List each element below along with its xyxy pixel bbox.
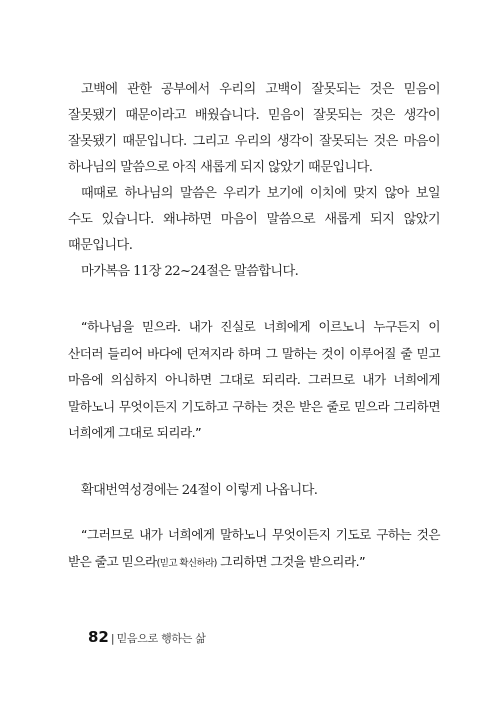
scripture-quote-mark [68,314,440,447]
scripture-quote-amplified [68,522,440,577]
footer-separator: | [110,632,115,645]
body-text-middle [68,478,440,504]
running-book-title: 믿음으로 행하는 삶 [116,632,206,645]
quote-mark-11-22-24: “하나님을 믿으라. 내가 진실로 너희에게 이르노니 누구든지 이 산더러 들리어 바다에 던져지라 하며 그 말하는 것이 이루어질 줄 믿고 마음에 의심하지 아니하면 그대로 되리라. 그러므로 내가 너희에게 말하노니 무엇이든지 기도하고 구하는 것은 받은 줄로 믿으라 그리하면 너희에게 그대로 되리라.” [68,319,440,440]
paragraph-mark-reference: 마가복음 11장 22~24절은 말씀합니다. [81,264,299,279]
paragraph-confession: 고백에 관한 공부에서 우리의 고백이 잘못되는 것은 믿음이 잘못됐기 때문이라고 배웠습니다. 믿음이 잘못되는 것은 생각이 잘못됐기 때문입니다. 그리고 우리의 생각이 잘못되는 것은 마음이 하나님의 말씀으로 아직 새롭게 되지 않았기 때문입니다. [68,82,440,175]
quote-amplified-parenthetical: (믿고 확신하라) [156,557,217,569]
paragraph-amplified-bible: 확대번역성경에는 24절이 이렇게 나옵니다. [81,483,318,498]
quote-amplified-part1: “그러므로 내가 너희에게 말하노니 무엇이든지 기도로 구하는 것은 받은 줄고 믿으라 [68,527,440,569]
quote-amplified-part2: 그리하면 그것을 받으리라.” [216,553,366,569]
quote-amplified-24 [68,522,440,577]
body-text-top [68,77,440,285]
paragraph-word-of-god: 때때로 하나님의 말씀은 우리가 보기에 이치에 맞지 않아 보일 수도 있습니다. 왜냐하면 마음이 말씀으로 새롭게 되지 않았기 때문입니다. [68,186,440,253]
page-footer [88,628,206,648]
page-number: 82 [88,628,109,646]
